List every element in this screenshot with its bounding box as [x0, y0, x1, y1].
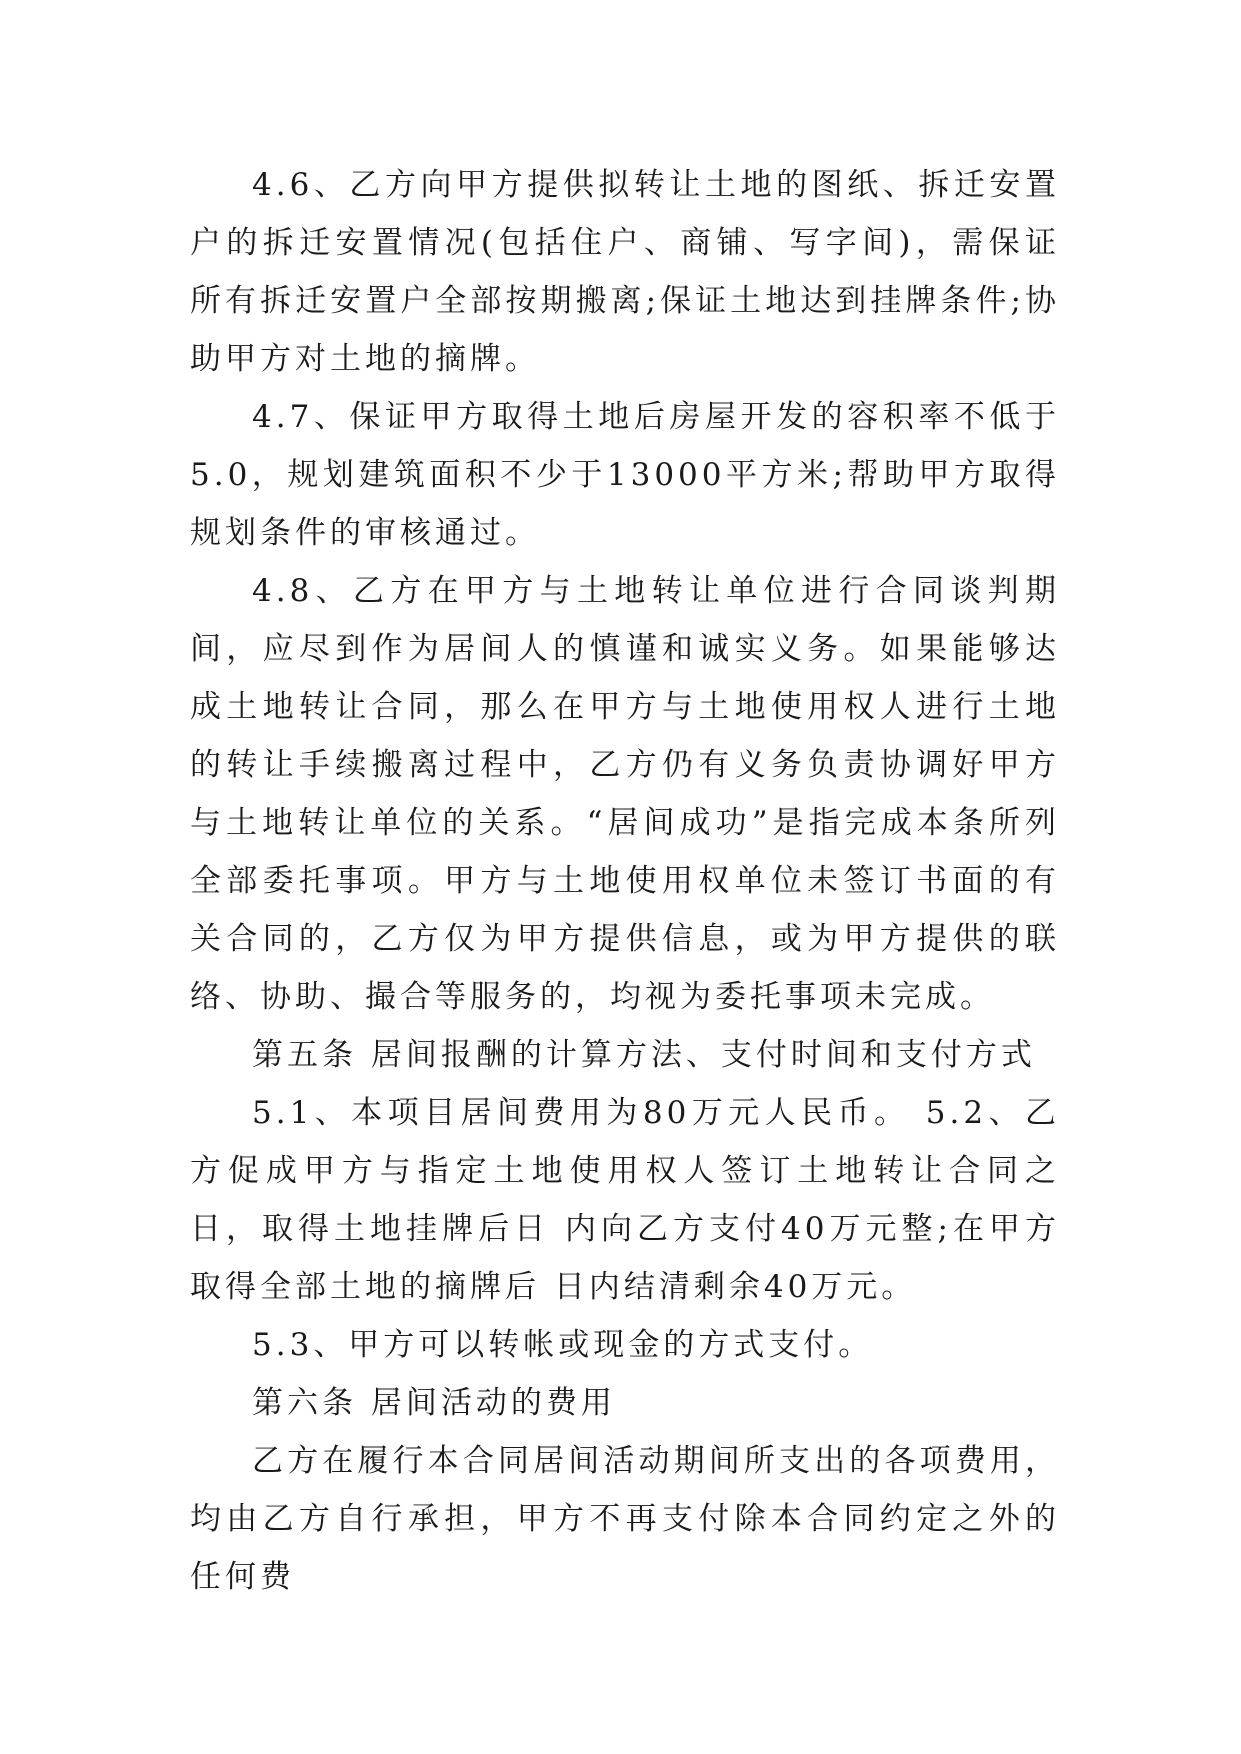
- paragraph-4-7: 4.7、保证甲方取得土地后房屋开发的容积率不低于5.0，规划建筑面积不少于13000平方米;帮助甲方取得规划条件的审核通过。: [190, 399, 1060, 551]
- paragraph-6-body: 乙方在履行本合同居间活动期间所支出的各项费用，均由乙方自行承担，甲方不再支付除本合同约定之外的任何费: [190, 1443, 1060, 1595]
- paragraph-4-8: 4.8、乙方在甲方与土地转让单位进行合同谈判期间，应尽到作为居间人的慎谨和诚实义务。如果能够达成土地转让合同，那么在甲方与土地使用权人进行土地的转让手续搬离过程中，乙方仍有义务负责协调好甲方与土地转让单位的关系。“居间成功”是指完成本条所列全部委托事项。甲方与土地使用权单位未签订书面的有关合同的，乙方仅为甲方提供信息，或为甲方提供的联络、协助、撮合等服务的，均视为委托事项未完成。: [190, 573, 1060, 1015]
- article-6-heading: 第六条 居间活动的费用: [252, 1385, 616, 1421]
- article-5-heading: 第五条 居间报酬的计算方法、支付时间和支付方式: [252, 1037, 1036, 1073]
- paragraph-5-3: 5.3、甲方可以转帐或现金的方式支付。: [252, 1327, 874, 1363]
- document-body: [190, 156, 1060, 1606]
- paragraph-4-6: 4.6、乙方向甲方提供拟转让土地的图纸、拆迁安置户的拆迁安置情况(包括住户、商铺、写字间)，需保证所有拆迁安置户全部按期搬离;保证土地达到挂牌条件;协助甲方对土地的摘牌。: [190, 167, 1060, 377]
- paragraph-5-1: 5.1、本项目居间费用为80万元人民币。 5.2、乙方促成甲方与指定土地使用权人签订土地转让合同之日，取得土地挂牌后日 内向乙方支付40万元整;在甲方取得全部土地的摘牌后 日内结清剩余40万元。: [190, 1095, 1060, 1305]
